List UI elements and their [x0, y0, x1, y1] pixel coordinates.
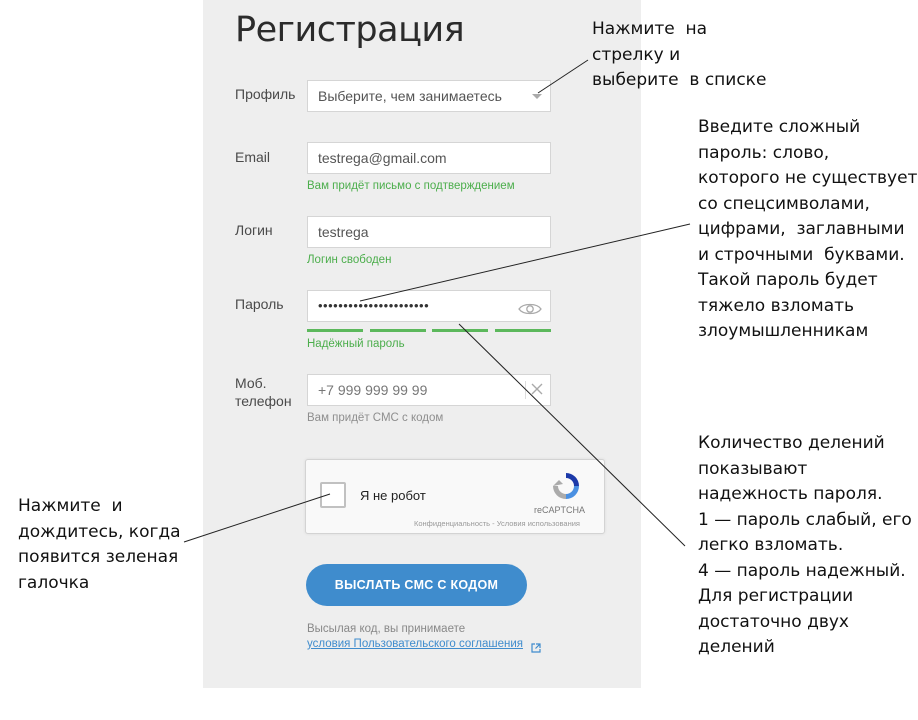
page-title: Регистрация [235, 10, 465, 50]
login-value: testrega [318, 224, 369, 240]
phone-label-line2: телефон [235, 393, 292, 409]
email-value: testrega@gmail.com [318, 150, 447, 166]
terms-link[interactable]: условия Пользовательского соглашения [307, 638, 523, 650]
phone-hint: Вам придёт СМС с кодом [307, 412, 444, 424]
pointer-line-strength [459, 324, 685, 546]
pointer-line-captcha [184, 494, 330, 542]
profile-label: Профиль [235, 86, 296, 102]
password-label: Пароль [235, 296, 284, 312]
annotation-captcha: Нажмите и дождитесь, когда появится зеленая галочка [18, 496, 181, 593]
password-hint: Надёжный пароль [307, 338, 405, 350]
password-value: •••••••••••••••••••••• [318, 298, 430, 313]
recaptcha-links[interactable]: Конфиденциальность - Условия использования [414, 519, 580, 528]
terms-text: Высылая код, вы принимаете [307, 623, 466, 635]
profile-select-value: Выберите, чем занимаетесь [318, 88, 502, 104]
recaptcha-label: Я не робот [360, 488, 426, 503]
annotation-profile: Нажмите на стрелку и выберите в списке [592, 19, 767, 90]
annotation-password: Введите сложный пароль: слово, которого не существует со спецсимволами, цифрами, заглавными и строчными буквами. Такой пароль будет тяжело взломать злоумышленникам [698, 117, 918, 341]
phone-label-line1: Моб. [235, 375, 267, 391]
phone-value: +7 999 999 99 99 [318, 382, 428, 398]
send-sms-button[interactable]: ВЫСЛАТЬ СМС С КОДОМ [306, 564, 527, 606]
recaptcha-brand: reCAPTCHA [534, 505, 586, 515]
email-label: Email [235, 149, 271, 165]
pointer-line-password [360, 224, 690, 301]
annotation-strength: Количество делений показывают надежность пароля. 1 — пароль слабый, его легко взломать. 4 — пароль надежный. Для регистрации достаточно двух делений [698, 433, 912, 657]
pointer-line-profile [538, 60, 588, 93]
login-hint: Логин свободен [307, 254, 392, 266]
email-hint: Вам придёт письмо с подтверждением [307, 180, 515, 192]
login-label: Логин [235, 222, 273, 238]
